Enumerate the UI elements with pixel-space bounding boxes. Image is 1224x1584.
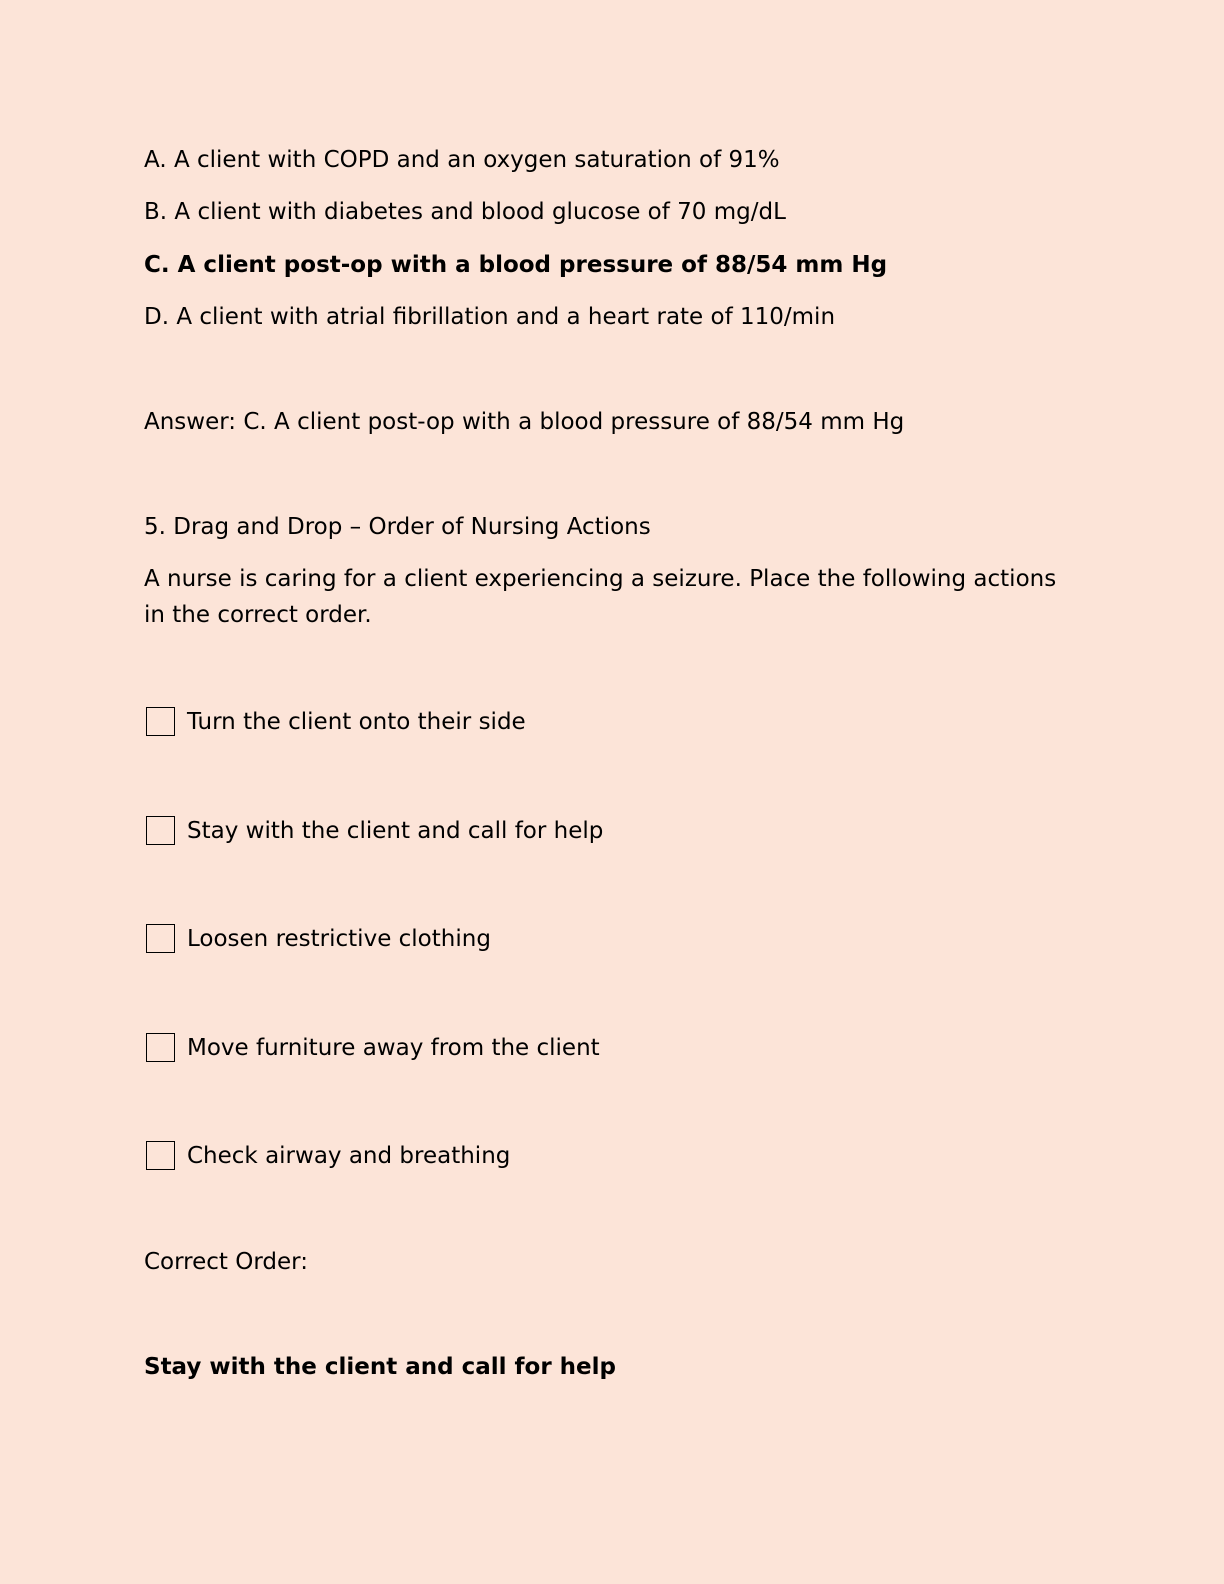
action-checkbox[interactable]	[146, 924, 175, 953]
action-item[interactable]	[146, 1033, 600, 1062]
option-a: A. A client with COPD and an oxygen saturation of 91%	[144, 147, 780, 173]
action-label: Stay with the client and call for help	[187, 817, 604, 844]
action-checkbox[interactable]	[146, 707, 175, 736]
answer-text: Answer: C. A client post-op with a blood pressure of 88/54 mm Hg	[144, 409, 905, 435]
action-label: Move furniture away from the client	[187, 1034, 600, 1061]
action-checkbox[interactable]	[146, 1033, 175, 1062]
action-checkbox[interactable]	[146, 816, 175, 845]
action-label: Turn the client onto their side	[187, 708, 526, 735]
option-c-correct: C. A client post-op with a blood pressure of 88/54 mm Hg	[144, 252, 888, 278]
correct-order-first-step: Stay with the client and call for help	[144, 1354, 617, 1380]
correct-order-label: Correct Order:	[144, 1249, 308, 1275]
action-item[interactable]	[146, 924, 491, 953]
action-item[interactable]	[146, 816, 603, 845]
action-item[interactable]	[146, 1141, 510, 1170]
question-5-prompt: A nurse is caring for a client experiencing a seizure. Place the following actions in the correct order.	[144, 566, 1057, 628]
question-5-title: 5. Drag and Drop – Order of Nursing Actions	[144, 514, 651, 540]
action-label: Loosen restrictive clothing	[187, 925, 491, 952]
action-label: Check airway and breathing	[187, 1142, 511, 1169]
option-b: B. A client with diabetes and blood glucose of 70 mg/dL	[144, 199, 786, 225]
action-checkbox[interactable]	[146, 1141, 175, 1170]
option-d: D. A client with atrial fibrillation and a heart rate of 110/min	[144, 304, 836, 330]
action-item[interactable]	[146, 707, 526, 736]
